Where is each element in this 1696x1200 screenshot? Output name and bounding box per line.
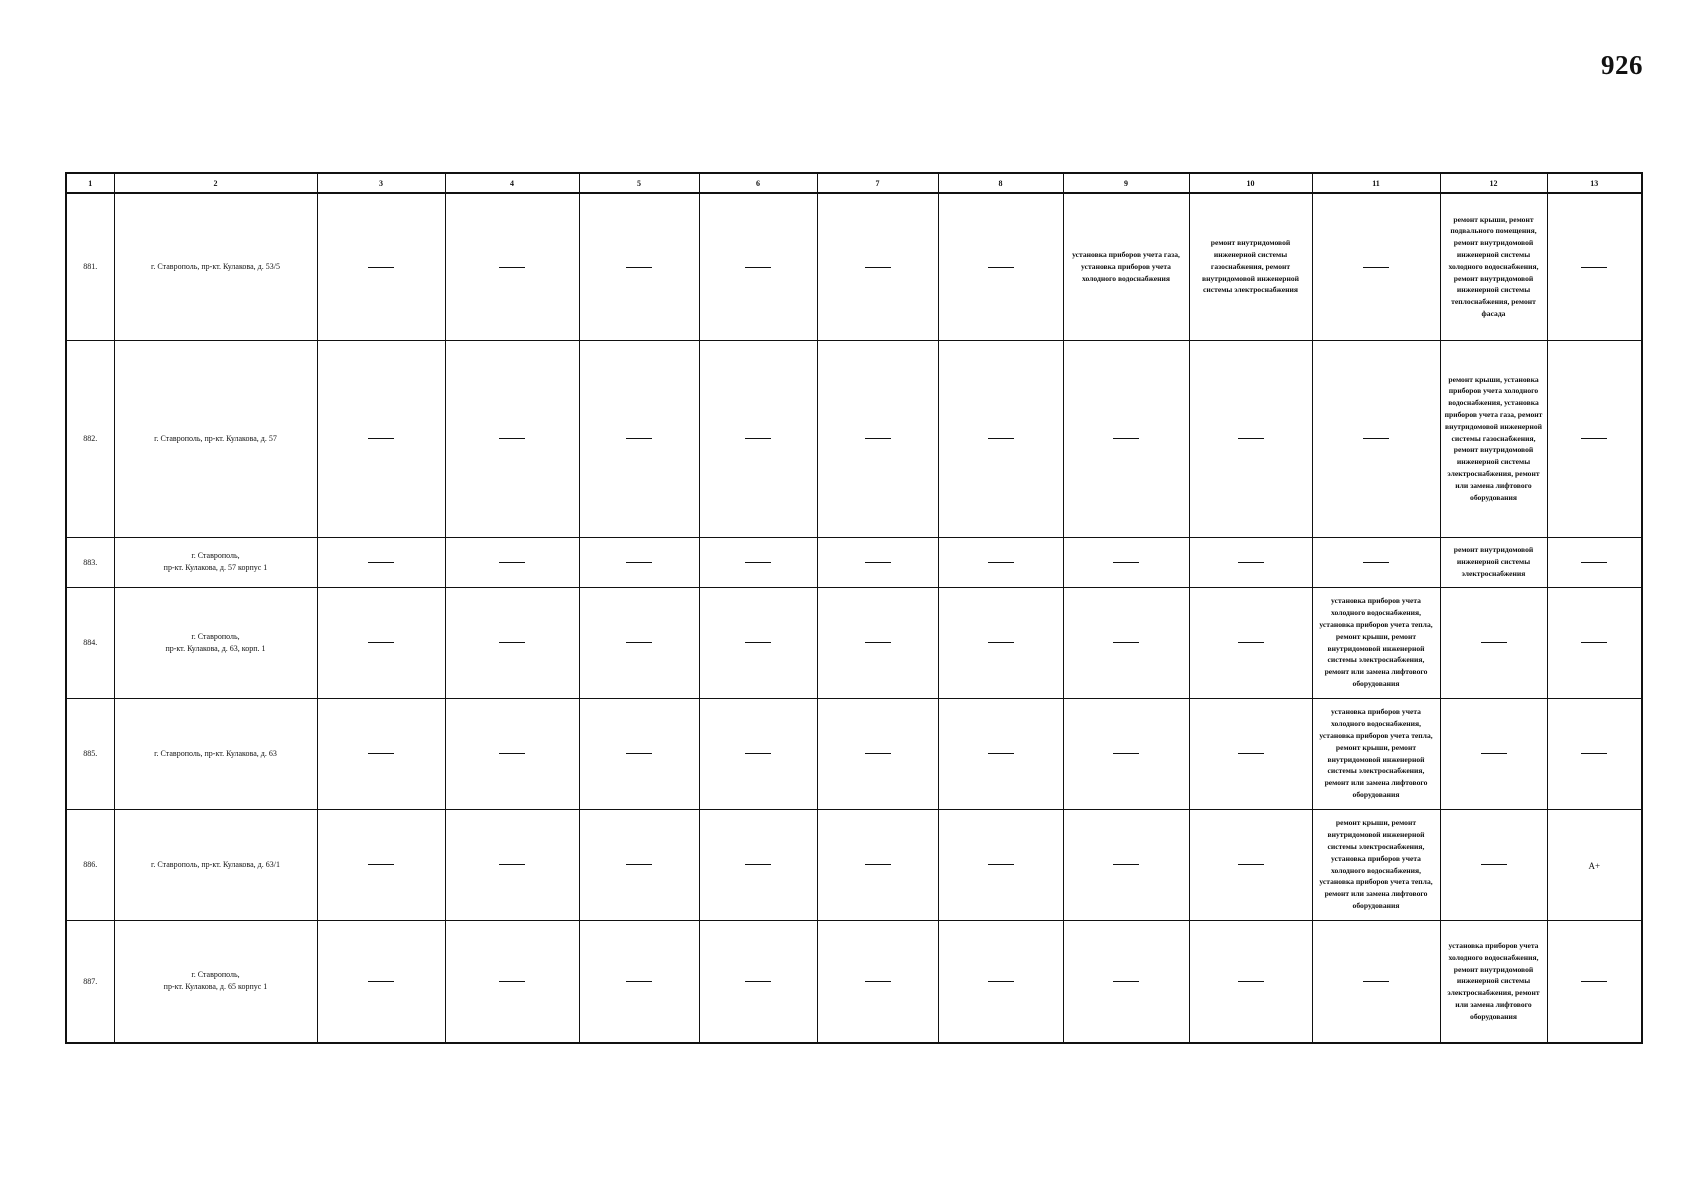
column-header: 3 (317, 173, 445, 193)
dash-mark (745, 753, 771, 754)
empty-cell (579, 698, 699, 809)
empty-cell (1189, 809, 1312, 920)
dash-mark (626, 642, 652, 643)
dash-mark (1581, 438, 1607, 439)
empty-cell (817, 809, 938, 920)
empty-cell (317, 537, 445, 587)
work-cell (1440, 340, 1547, 537)
dash-mark (499, 267, 525, 268)
empty-cell (1547, 193, 1642, 340)
dash-mark (1581, 562, 1607, 563)
empty-cell (445, 193, 579, 340)
empty-cell (317, 587, 445, 698)
dash-mark (499, 864, 525, 865)
empty-cell (699, 340, 817, 537)
dash-mark (1481, 642, 1507, 643)
table-row (66, 698, 1642, 809)
dash-mark (1363, 562, 1389, 563)
work-cell (1312, 809, 1440, 920)
dash-mark (745, 864, 771, 865)
dash-mark (865, 981, 891, 982)
empty-cell (1312, 193, 1440, 340)
row-number: 885. (66, 698, 114, 809)
dash-mark (1113, 642, 1139, 643)
empty-cell (938, 193, 1063, 340)
dash-mark (865, 267, 891, 268)
empty-cell (817, 920, 938, 1043)
work-description: ремонт крыши, установка приборов учета холодного водоснабжения, установка приборов учета газа, ремонт внутридомовой инженерной системы газоснабжения, ремонт внутридомовой инженерной системы электроснабжения, ремонт или замена лифтового оборудования (1444, 374, 1543, 502)
address-cell (114, 920, 317, 1043)
empty-cell (579, 340, 699, 537)
work-description: ремонт внутридомовой инженерной системы газоснабжения, ремонт внутридомовой инженерной системы электроснабжения (1201, 238, 1300, 295)
dash-mark (1581, 267, 1607, 268)
dash-mark (368, 267, 394, 268)
dash-mark (1581, 981, 1607, 982)
address-cell (114, 587, 317, 698)
empty-cell (317, 809, 445, 920)
empty-cell (699, 537, 817, 587)
dash-mark (1481, 753, 1507, 754)
dash-mark (1113, 981, 1139, 982)
dash-mark (626, 562, 652, 563)
empty-cell (1189, 587, 1312, 698)
empty-cell (1063, 537, 1189, 587)
dash-mark (499, 753, 525, 754)
column-header: 6 (699, 173, 817, 193)
work-cell (1189, 193, 1312, 340)
dash-mark (1113, 864, 1139, 865)
empty-cell (445, 537, 579, 587)
dash-mark (745, 981, 771, 982)
dash-mark (1238, 562, 1264, 563)
row-number: 881. (66, 193, 114, 340)
column-header: 11 (1312, 173, 1440, 193)
dash-mark (865, 562, 891, 563)
work-description: установка приборов учета холодного водоснабжения, ремонт внутридомовой инженерной системы электроснабжения, ремонт или замена лифтового оборудования (1447, 940, 1540, 1021)
empty-cell (317, 698, 445, 809)
empty-cell (579, 809, 699, 920)
dash-mark (865, 642, 891, 643)
empty-cell (817, 193, 938, 340)
address-line: г. Ставрополь, (191, 551, 240, 560)
empty-cell (1312, 537, 1440, 587)
address-cell: г. Ставрополь, пр-кт. Кулакова, д. 63 (114, 698, 317, 809)
work-cell (1063, 193, 1189, 340)
table-row (66, 920, 1642, 1043)
work-description: ремонт крыши, ремонт подвального помещения, ремонт внутридомовой инженерной системы холодного водоснабжения, ремонт внутридомовой инженерной системы теплоснабжения, ремонт фасада (1448, 214, 1539, 319)
address-line: пр-кт. Кулакова, д. 57 корпус 1 (163, 563, 268, 572)
dash-mark (499, 642, 525, 643)
work-description: установка приборов учета газа, установка приборов учета холодного водоснабжения (1072, 250, 1180, 283)
empty-cell (817, 587, 938, 698)
empty-cell (938, 340, 1063, 537)
dash-mark (499, 438, 525, 439)
dash-mark (745, 438, 771, 439)
empty-cell (1063, 698, 1189, 809)
table-row (66, 537, 1642, 587)
empty-cell (579, 193, 699, 340)
dash-mark (499, 562, 525, 563)
register-table (65, 172, 1643, 1044)
empty-cell (1440, 809, 1547, 920)
work-cell (1440, 193, 1547, 340)
dash-mark (1113, 753, 1139, 754)
address-cell: г. Ставрополь, пр-кт. Кулакова, д. 53/5 (114, 193, 317, 340)
empty-cell (1547, 340, 1642, 537)
dash-mark (1238, 864, 1264, 865)
page-number: 926 (1601, 50, 1643, 80)
dash-mark (1363, 267, 1389, 268)
dash-mark (1481, 864, 1507, 865)
column-header: 10 (1189, 173, 1312, 193)
empty-cell (817, 698, 938, 809)
dash-mark (626, 981, 652, 982)
empty-cell (1189, 340, 1312, 537)
dash-mark (865, 864, 891, 865)
empty-cell (445, 920, 579, 1043)
column-header: 4 (445, 173, 579, 193)
empty-cell (1547, 587, 1642, 698)
empty-cell (817, 537, 938, 587)
empty-cell (1312, 340, 1440, 537)
empty-cell (1440, 698, 1547, 809)
dash-mark (988, 981, 1014, 982)
empty-cell (1063, 587, 1189, 698)
empty-cell (938, 920, 1063, 1043)
address-line: г. Ставрополь, (191, 970, 240, 980)
row-number: 882. (66, 340, 114, 537)
dash-mark (865, 438, 891, 439)
work-description: установка приборов учета холодного водоснабжения, установка приборов учета тепла, ремонт крыши, ремонт внутридомовой инженерной системы электроснабжения, ремонт или замена лифтового оборудования (1319, 707, 1433, 799)
table-row (66, 809, 1642, 920)
work-description: ремонт внутридомовой инженерной системы электроснабжения (1453, 545, 1534, 578)
column-header: 12 (1440, 173, 1547, 193)
empty-cell (445, 340, 579, 537)
column-header: 8 (938, 173, 1063, 193)
address-line: г. Ставрополь, (191, 631, 240, 641)
dash-mark (626, 438, 652, 439)
dash-mark (988, 438, 1014, 439)
empty-cell (1440, 587, 1547, 698)
dash-mark (1238, 753, 1264, 754)
dash-mark (745, 642, 771, 643)
empty-cell (1063, 920, 1189, 1043)
empty-cell (699, 698, 817, 809)
empty-cell (1547, 698, 1642, 809)
dash-mark (368, 864, 394, 865)
empty-cell (699, 193, 817, 340)
work-cell (1440, 920, 1547, 1043)
empty-cell (817, 340, 938, 537)
empty-cell (317, 340, 445, 537)
empty-cell (938, 809, 1063, 920)
dash-mark (368, 753, 394, 754)
column-header: 2 (114, 173, 317, 193)
dash-mark (368, 562, 394, 563)
column-number-row (66, 173, 1642, 193)
energy-class-mark: А+ (1588, 860, 1601, 871)
dash-mark (1113, 562, 1139, 563)
column-header: 13 (1547, 173, 1642, 193)
empty-cell (579, 587, 699, 698)
address-cell: г. Ставрополь, пр-кт. Кулакова, д. 63/1 (114, 809, 317, 920)
empty-cell (1189, 698, 1312, 809)
dash-mark (368, 438, 394, 439)
dash-mark (1581, 753, 1607, 754)
empty-cell (938, 587, 1063, 698)
empty-cell (1189, 537, 1312, 587)
empty-cell (699, 920, 817, 1043)
table-row (66, 193, 1642, 340)
row-number: 887. (66, 920, 114, 1043)
work-cell (1440, 537, 1547, 587)
empty-cell (445, 809, 579, 920)
row-number: 883. (66, 537, 114, 587)
dash-mark (865, 753, 891, 754)
dash-mark (745, 267, 771, 268)
empty-cell (699, 587, 817, 698)
empty-cell (445, 587, 579, 698)
dash-mark (368, 642, 394, 643)
dash-mark (1238, 642, 1264, 643)
dash-mark (1581, 642, 1607, 643)
dash-mark (745, 562, 771, 563)
dash-mark (499, 981, 525, 982)
work-cell (1312, 587, 1440, 698)
empty-cell (1063, 340, 1189, 537)
dash-mark (1238, 981, 1264, 982)
empty-cell (317, 193, 445, 340)
dash-mark (1363, 981, 1389, 982)
empty-cell (699, 809, 817, 920)
dash-mark (626, 864, 652, 865)
empty-cell (1189, 920, 1312, 1043)
empty-cell (1312, 920, 1440, 1043)
empty-cell (445, 698, 579, 809)
empty-cell (1063, 809, 1189, 920)
address-line: пр-кт. Кулакова, д. 63, корп. 1 (165, 643, 266, 653)
column-header: 7 (817, 173, 938, 193)
empty-cell (317, 920, 445, 1043)
empty-cell (1547, 537, 1642, 587)
column-header: 1 (66, 173, 114, 193)
address-cell: г. Ставрополь, пр-кт. Кулакова, д. 57 (114, 340, 317, 537)
dash-mark (1238, 438, 1264, 439)
empty-cell (579, 920, 699, 1043)
empty-cell (938, 537, 1063, 587)
row-number: 886. (66, 809, 114, 920)
dash-mark (1113, 438, 1139, 439)
address-cell (114, 537, 317, 587)
dash-mark (988, 864, 1014, 865)
dash-mark (626, 267, 652, 268)
table-row (66, 340, 1642, 537)
table-row (66, 587, 1642, 698)
empty-cell (1547, 920, 1642, 1043)
dash-mark (988, 753, 1014, 754)
work-cell (1312, 698, 1440, 809)
class-cell (1547, 809, 1642, 920)
column-header: 9 (1063, 173, 1189, 193)
dash-mark (626, 753, 652, 754)
empty-cell (938, 698, 1063, 809)
dash-mark (988, 267, 1014, 268)
row-number: 884. (66, 587, 114, 698)
column-header: 5 (579, 173, 699, 193)
dash-mark (988, 562, 1014, 563)
dash-mark (368, 981, 394, 982)
empty-cell (579, 537, 699, 587)
work-description: ремонт крыши, ремонт внутридомовой инженерной системы электроснабжения, установка приборов учета холодного водоснабжения, установка приборов учета тепла, ремонт или замена лифтового оборудования (1319, 818, 1433, 910)
dash-mark (988, 642, 1014, 643)
address-line: пр-кт. Кулакова, д. 65 корпус 1 (163, 982, 268, 992)
dash-mark (1363, 438, 1389, 439)
work-description: установка приборов учета холодного водоснабжения, установка приборов учета тепла, ремонт крыши, ремонт внутридомовой инженерной системы электроснабжения, ремонт или замена лифтового оборудования (1319, 596, 1433, 688)
